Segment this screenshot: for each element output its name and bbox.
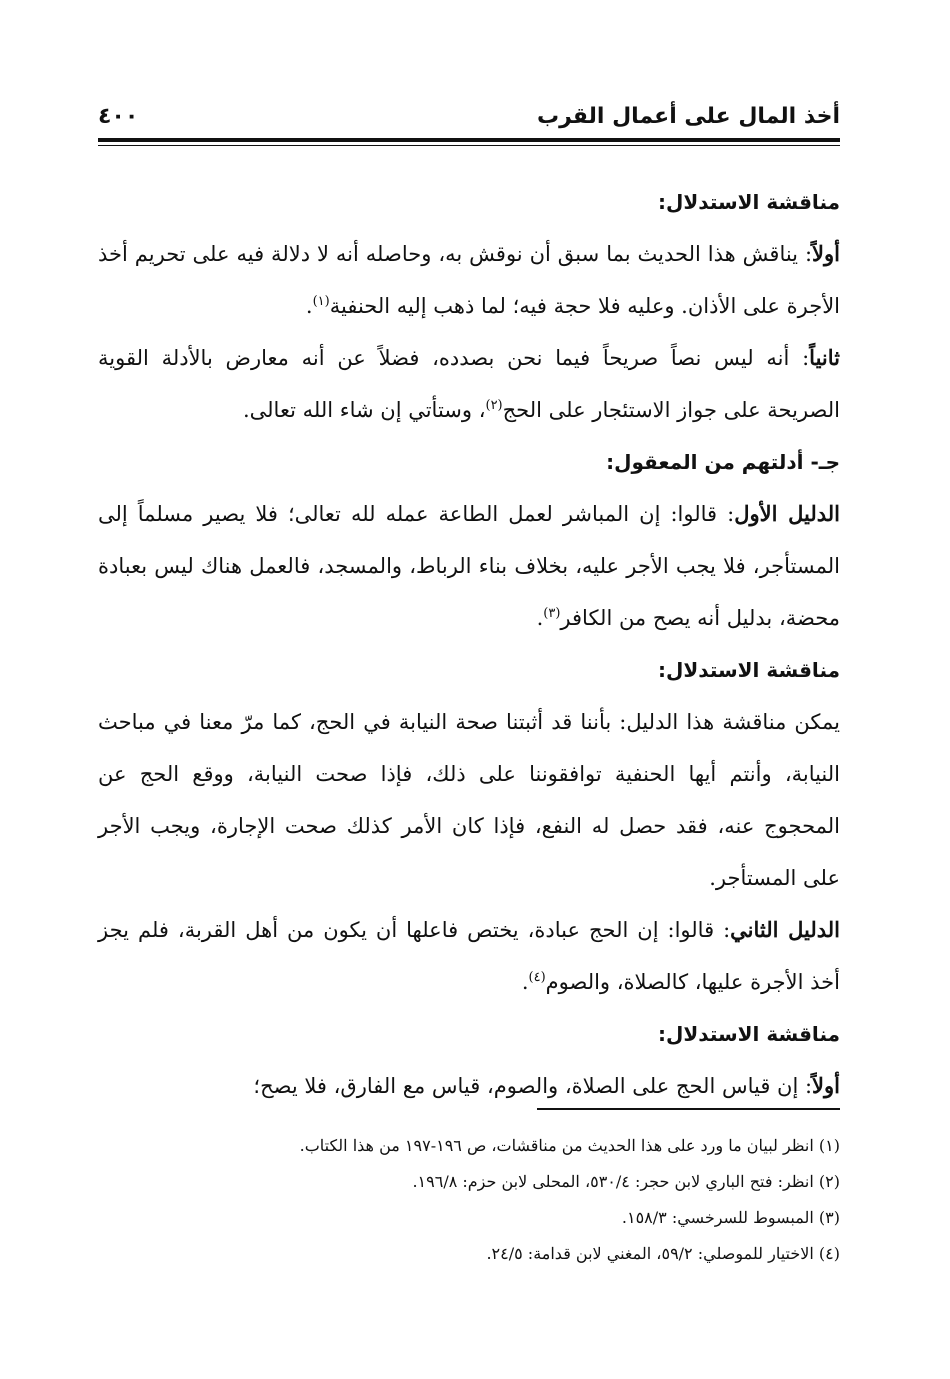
section-heading: جـ- أدلتهم من المعقول: bbox=[606, 450, 840, 474]
footnote-1: (١) انظر لبيان ما ورد على هذا الحديث من مناقشات، ص ١٩٦-١٩٧ من هذا الكتاب. bbox=[299, 1136, 840, 1155]
footnote-ref[interactable]: (٣) bbox=[543, 606, 561, 621]
paragraph bbox=[98, 488, 840, 644]
footnote-4: (٤) الاختيار للموصلي: ٥٩/٢، المغني لابن قدامة: ٢٤/٥. bbox=[486, 1244, 840, 1263]
section-heading: مناقشة الاستدلال: bbox=[658, 658, 840, 682]
paragraph-text: : أنه ليس نصاً صريحاً فيما نحن بصدده، فضلاً عن أنه معارض بالأدلة القوية الصريحة على جواز الاستئجار على الحج bbox=[98, 346, 840, 422]
paragraph bbox=[98, 696, 840, 904]
paragraph-tail: . bbox=[305, 294, 313, 318]
paragraph-text: يمكن مناقشة هذا الدليل: بأننا قد أثبتنا صحة النيابة في الحج، كما مرّ معنا في مباحث النيابة، وأنتم أيها الحنفية توافقوننا على ذلك، فإذا صحت النيابة، ووقع الحج عن المحجوج عنه، فقد حصل له النفع، فإذا كان الأمر كذلك صحت الإجارة، ويجب الأجر على المستأجر. bbox=[98, 710, 840, 890]
header-rule-thin bbox=[98, 145, 840, 146]
section-heading: مناقشة الاستدلال: bbox=[658, 1022, 840, 1046]
header-rule-thick bbox=[98, 138, 840, 142]
paragraph-lead: ثانياً bbox=[809, 345, 840, 370]
paragraph-text: : يناقش هذا الحديث بما سبق أن نوقش به، وحاصله أنه لا دلالة فيه على تحريم أخذ الأجرة على الأذان. وعليه فلا حجة فيه؛ لما ذهب إليه الحنفية bbox=[98, 242, 840, 318]
paragraph-tail: . bbox=[536, 606, 544, 630]
footnote-3: (٣) المبسوط للسرخسي: ١٥٨/٣. bbox=[621, 1208, 840, 1227]
paragraph-text: : قالوا: إن المباشر لعمل الطاعة عمله لله تعالى؛ فلا يصير مسلماً إلى المستأجر، فلا يجب الأجر عليه، بخلاف بناء الرباط، والمسجد، فالعمل هناك ليس بعبادة محضة، بدليل أنه يصح من الكافر bbox=[98, 502, 840, 630]
paragraph-lead: الدليل الأول bbox=[734, 501, 840, 526]
paragraph bbox=[98, 1060, 840, 1112]
paragraph-lead: الدليل الثاني bbox=[730, 917, 840, 942]
paragraph bbox=[98, 228, 840, 332]
page-number: ٤٠٠ bbox=[98, 103, 139, 129]
body-text bbox=[98, 176, 840, 1112]
paragraph-text: : قالوا: إن الحج عبادة، يختص فاعلها أن يكون من أهل القربة، فلم يجز أخذ الأجرة عليها، كالصلاة، والصوم bbox=[98, 918, 840, 994]
running-header bbox=[98, 96, 840, 136]
paragraph-text: : إن قياس الحج على الصلاة، والصوم، قياس مع الفارق، فلا يصح؛ bbox=[253, 1074, 813, 1098]
section-heading: مناقشة الاستدلال: bbox=[658, 190, 840, 214]
paragraph-tail: . bbox=[521, 970, 529, 994]
paragraph-lead: أولاً bbox=[812, 241, 840, 266]
footnote-ref[interactable]: (٤) bbox=[528, 970, 546, 985]
paragraph bbox=[98, 904, 840, 1008]
footnote-ref[interactable]: (١) bbox=[312, 294, 330, 309]
footnotes bbox=[98, 1128, 840, 1272]
footnote-separator bbox=[537, 1108, 840, 1110]
book-page bbox=[98, 0, 840, 1379]
paragraph-tail: ، وستأتي إن شاء الله تعالى. bbox=[242, 398, 486, 422]
footnote-2: (٢) انظر: فتح الباري لابن حجر: ٥٣٠/٤، المحلى لابن حزم: ١٩٦/٨. bbox=[412, 1172, 840, 1191]
paragraph bbox=[98, 332, 840, 436]
footnote-ref[interactable]: (٢) bbox=[485, 398, 503, 413]
running-title: أخذ المال على أعمال القرب bbox=[536, 103, 840, 129]
paragraph-lead: أولاً bbox=[812, 1073, 840, 1098]
